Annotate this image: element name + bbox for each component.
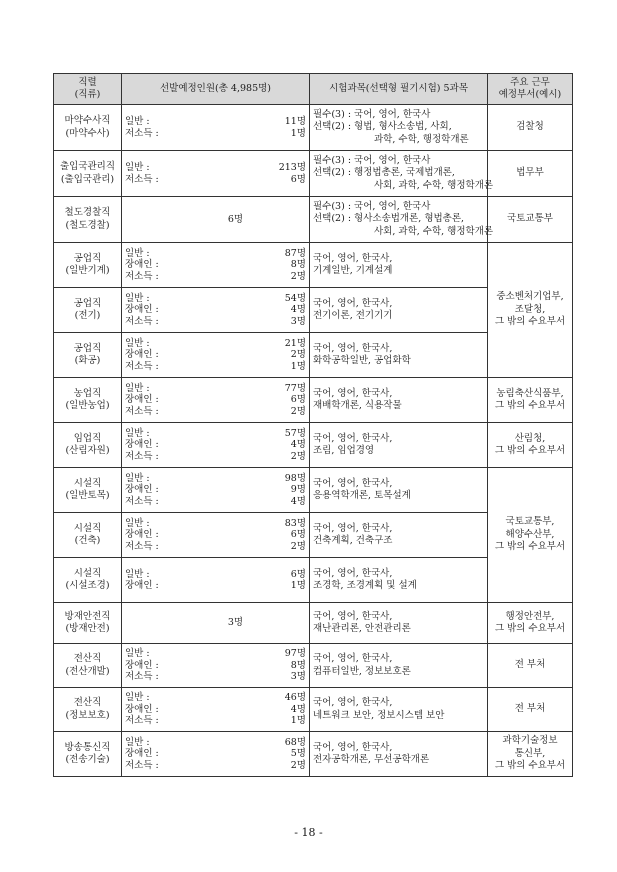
position-cell: 시설직 (일반토목): [54, 468, 122, 513]
table-row: [54, 468, 573, 513]
department-cell: 과학기술정보 통신부, 그 밖의 수요부서: [488, 732, 573, 777]
position-cell: 공업직 (일반기계): [54, 243, 122, 288]
table-row: [54, 105, 573, 151]
position-cell: 전산직 (정보보호): [54, 688, 122, 732]
subjects-cell: 국어, 영어, 한국사, 재배학개론, 식용작물: [310, 378, 488, 423]
selection-cell: 일반 : 57명 장애인 : 4명 저소득 : 2명: [122, 423, 310, 468]
selection-cell: 일반 : 21명 장애인 : 2명 저소득 : 1명: [122, 333, 310, 378]
department-cell: 산림청, 그 밖의 수요부서: [488, 423, 573, 468]
position-cell: 출입국관리직 (출입국관리): [54, 151, 122, 197]
position-cell: 공업직 (화공): [54, 333, 122, 378]
header-row: [54, 74, 573, 105]
department-cell-industrial: 중소벤처기업부, 조달청, 그 밖의 수요부서: [488, 243, 573, 378]
position-cell: 철도경찰직 (철도경찰): [54, 197, 122, 243]
table-row: [54, 197, 573, 243]
selection-cell: 일반 : 68명 장애인 : 5명 저소득 : 2명: [122, 732, 310, 777]
position-cell: 시설직 (시설조경): [54, 558, 122, 603]
subjects-cell: 국어, 영어, 한국사, 조경학, 조경계획 및 설계: [310, 558, 488, 603]
table-row: [54, 151, 573, 197]
subjects-cell: 국어, 영어, 한국사, 화학공학일반, 공업화학: [310, 333, 488, 378]
header-department: 주요 근무 예정부서(예시): [488, 74, 573, 105]
selection-cell: 일반 : 97명 장애인 : 8명 저소득 : 3명: [122, 644, 310, 688]
selection-cell: 일반 : 213명 저소득 : 6명: [122, 151, 310, 197]
selection-cell: 일반 : 83명 장애인 : 6명 저소득 : 2명: [122, 513, 310, 558]
subjects-cell: 국어, 영어, 한국사, 재난관리론, 안전관리론: [310, 603, 488, 644]
table-row: [54, 644, 573, 688]
department-cell: 검찰청: [488, 105, 573, 151]
position-cell: 마약수사직 (마약수사): [54, 105, 122, 151]
position-cell: 전산직 (전산개발): [54, 644, 122, 688]
selection-cell: 일반 : 98명 장애인 : 9명 저소득 : 4명: [122, 468, 310, 513]
department-cell: 법무부: [488, 151, 573, 197]
table-row: [54, 423, 573, 468]
header-selection: 선발예정인원(총 4,985명): [122, 74, 310, 105]
recruitment-table: [53, 73, 573, 777]
header-subjects: 시험과목(선택형 필기시험) 5과목: [310, 74, 488, 105]
subjects-cell: 국어, 영어, 한국사, 전자공학개론, 무선공학개론: [310, 732, 488, 777]
subjects-cell: 국어, 영어, 한국사, 컴퓨터일반, 정보보호론: [310, 644, 488, 688]
subjects-cell: 국어, 영어, 한국사, 전기이론, 전기기기: [310, 288, 488, 333]
subjects-cell: 국어, 영어, 한국사, 기계일반, 기계설계: [310, 243, 488, 288]
table-row: [54, 378, 573, 423]
department-cell: 농림축산식품부, 그 밖의 수요부서: [488, 378, 573, 423]
subjects-cell: 국어, 영어, 한국사, 조림, 임업경영: [310, 423, 488, 468]
subjects-cell: 국어, 영어, 한국사, 응용역학개론, 토목설계: [310, 468, 488, 513]
subjects-cell: 국어, 영어, 한국사, 네트워크 보안, 정보시스템 보안: [310, 688, 488, 732]
selection-cell: 일반 : 46명 장애인 : 4명 저소득 : 1명: [122, 688, 310, 732]
position-cell: 공업직 (전기): [54, 288, 122, 333]
selection-cell: 일반 : 11명 저소득 : 1명: [122, 105, 310, 151]
position-cell: 시설직 (건축): [54, 513, 122, 558]
table-row: [54, 688, 573, 732]
subjects-cell: 필수(3) : 국어, 영어, 한국사 선택(2) : 행정법총론, 국제법개론, 사회, 과학, 수학, 행정학개론: [310, 151, 488, 197]
department-cell: 전 부처: [488, 644, 573, 688]
position-cell: 방재안전직 (방재안전): [54, 603, 122, 644]
page-number: - 18 -: [294, 826, 323, 839]
department-cell-facility: 국토교통부, 해양수산부, 그 밖의 수요부서: [488, 468, 573, 603]
position-cell: 농업직 (일반농업): [54, 378, 122, 423]
table-row: [54, 243, 573, 288]
selection-cell: 일반 : 6명 장애인 : 1명: [122, 558, 310, 603]
subjects-cell: 필수(3) : 국어, 영어, 한국사 선택(2) : 형법, 형사소송법, 사회, 과학, 수학, 행정학개론: [310, 105, 488, 151]
table-row: [54, 732, 573, 777]
department-cell: 국토교통부: [488, 197, 573, 243]
department-cell: 행정안전부, 그 밖의 수요부서: [488, 603, 573, 644]
position-cell: 방송통신직 (전송기술): [54, 732, 122, 777]
selection-cell: 일반 : 54명 장애인 : 4명 저소득 : 3명: [122, 288, 310, 333]
header-position: 직렬 (직류): [54, 74, 122, 105]
selection-cell: 일반 : 77명 장애인 : 6명 저소득 : 2명: [122, 378, 310, 423]
position-cell: 임업직 (산림자원): [54, 423, 122, 468]
department-cell: 전 부처: [488, 688, 573, 732]
selection-cell: 일반 : 87명 장애인 : 8명 저소득 : 2명: [122, 243, 310, 288]
selection-cell: 3명: [122, 603, 310, 644]
subjects-cell: 필수(3) : 국어, 영어, 한국사 선택(2) : 형사소송법개론, 형법총론, 사회, 과학, 수학, 행정학개론: [310, 197, 488, 243]
table-row: [54, 603, 573, 644]
subjects-cell: 국어, 영어, 한국사, 건축계획, 건축구조: [310, 513, 488, 558]
selection-cell: 6명: [122, 197, 310, 243]
